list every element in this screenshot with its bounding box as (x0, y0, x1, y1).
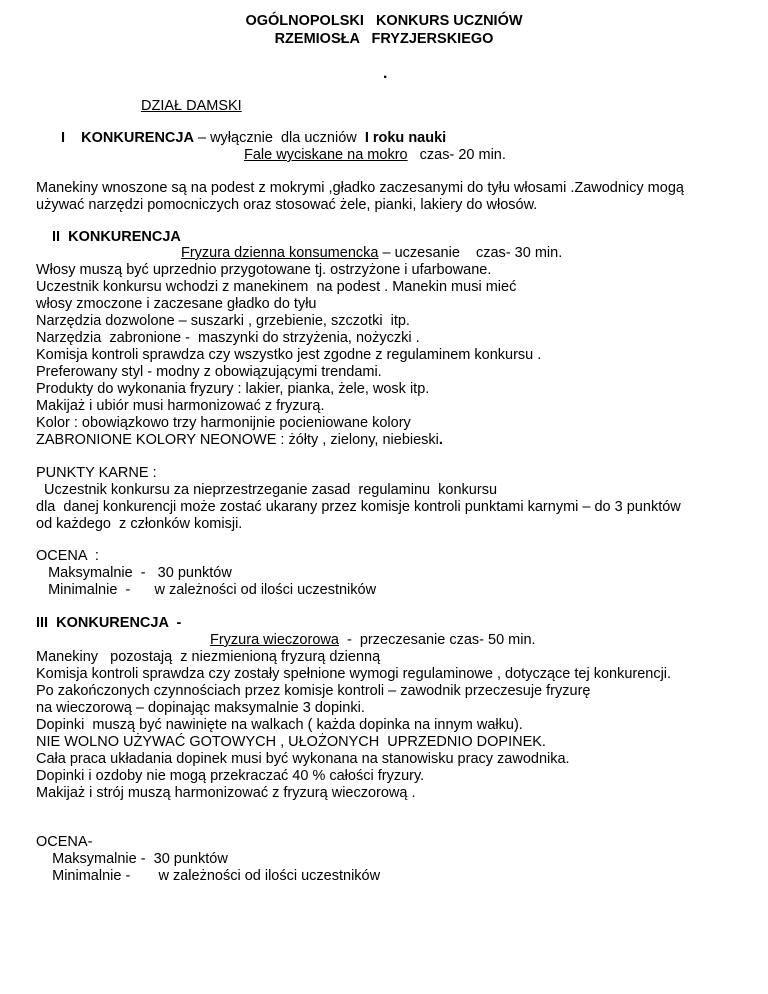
c1-heading (61, 130, 446, 147)
title-line-2: RZEMIOSŁA FRYZJERSKIEGO (274, 31, 494, 47)
c3-body-line: Komisja kontroli sprawdza czy zostały spełnione wymogi regulaminowe , dotyczące tej konkurencji. (36, 666, 672, 682)
c3-body-line: Dopinki muszą być nawinięte na walkach ( każda dopinka na innym wałku). (36, 717, 523, 733)
c1-event-line (244, 147, 506, 164)
c2-body-line: Uczestnik konkursu wchodzi z manekinem na podest . Manekin musi mieć (36, 279, 517, 295)
c2-heading: II KONKURENCJA (52, 229, 181, 245)
c2-body-line: Makijaż i ubiór musi harmonizować z fryzurą. (36, 398, 325, 414)
c3-event-line (210, 632, 536, 649)
c3-body-line: Cała praca układania dopinek musi być wykonana na stanowisku pracy zawodnika. (36, 751, 570, 767)
c2-body-line: włosy zmoczone i zaczesane gładko do tyłu (36, 296, 317, 312)
score2-max: Maksymalnie - 30 punktów (36, 851, 228, 867)
penalty-heading: PUNKTY KARNE : (36, 465, 157, 481)
c2-event-line (181, 245, 562, 262)
c2-body-line: Narzędzia zabronione - maszynki do strzyżenia, nożyczki . (36, 330, 420, 346)
c2-body-line: Komisja kontroli sprawdza czy wszystko jest zgodne z regulaminem konkursu . (36, 347, 542, 363)
c2-forbidden-dot: . (438, 432, 443, 448)
c2-forbidden-line (36, 432, 443, 449)
c3-rest: - przeczesanie czas- 50 min. (338, 632, 536, 648)
penalty-body-line: dla danej konkurencji może zostać ukarany przez komisje kontroli punktami karnymi – do 3 punktów (36, 499, 681, 515)
c3-body-line: Dopinki i ozdoby nie mogą przekraczać 40 % całości fryzury. (36, 768, 425, 784)
score2-heading: OCENA- (36, 834, 93, 850)
c2-rest: – uczesanie czas- 30 min. (378, 245, 563, 261)
score2-min: Minimalnie - w zależności od ilości uczestników (36, 868, 381, 884)
title-line-1: OGÓLNOPOLSKI KONKURS UCZNIÓW (245, 13, 523, 29)
c3-body-line: NIE WOLNO UŻYWAĆ GOTOWYCH , UŁOŻONYCH UPRZEDNIO DOPINEK. (36, 734, 546, 750)
c1-year: I roku nauki (364, 130, 447, 146)
c1-time: czas- 20 min. (407, 147, 506, 163)
c1-label: KONKURENCJA (81, 130, 194, 146)
c1-body-line: Manekiny wnoszone są na podest z mokrymi ,gładko zaczesanymi do tyłu włosami .Zawodnicy mogą (36, 180, 684, 196)
penalty-body-line: od każdego z członków komisji. (36, 516, 243, 532)
c1-event: Fale wyciskane na mokro (244, 147, 408, 163)
c3-body-line: na wieczorową – dopinając maksymalnie 3 dopinki. (36, 700, 365, 716)
c3-body-line: Po zakończonych czynnościach przez komisje kontroli – zawodnik przeczesuje fryzurę (36, 683, 591, 699)
section-heading: DZIAŁ DAMSKI (141, 98, 242, 114)
c2-body-line: Kolor : obowiązkowo trzy harmonijnie pocieniowane kolory (36, 415, 411, 431)
c2-body-line: Preferowany styl - modny z obowiązującymi trendami. (36, 364, 382, 380)
score1-max: Maksymalnie - 30 punktów (36, 565, 232, 581)
score1-min: Minimalnie - w zależności od ilości uczestników (36, 582, 377, 598)
title-dot: . (383, 65, 388, 82)
c3-body-line: Makijaż i strój muszą harmonizować z fryzurą wieczorową . (36, 785, 416, 801)
penalty-body-line: Uczestnik konkursu za nieprzestrzeganie zasad regulaminu konkursu (36, 482, 498, 498)
c1-body-line: używać narzędzi pomocniczych oraz stosować żele, pianki, lakiery do włosów. (36, 197, 538, 213)
c1-dash: – wyłącznie dla uczniów (193, 130, 365, 146)
c3-body-line: Manekiny pozostają z niezmienioną fryzurą dzienną (36, 649, 381, 665)
score1-heading: OCENA : (36, 548, 99, 564)
c2-event: Fryzura dzienna konsumencka (181, 245, 379, 261)
c3-heading: III KONKURENCJA - (36, 615, 182, 631)
c2-forbidden: ZABRONIONE KOLORY NEONOWE : żółty , zielony, niebieski (36, 432, 439, 448)
c2-body-line: Włosy muszą być uprzednio przygotowane tj. ostrzyżone i ufarbowane. (36, 262, 492, 278)
c2-body-line: Produkty do wykonania fryzury : lakier, pianka, żele, wosk itp. (36, 381, 430, 397)
c2-body-line: Narzędzia dozwolone – suszarki , grzebienie, szczotki itp. (36, 313, 410, 329)
c3-event: Fryzura wieczorowa (210, 632, 339, 648)
c1-roman: I (61, 130, 66, 146)
